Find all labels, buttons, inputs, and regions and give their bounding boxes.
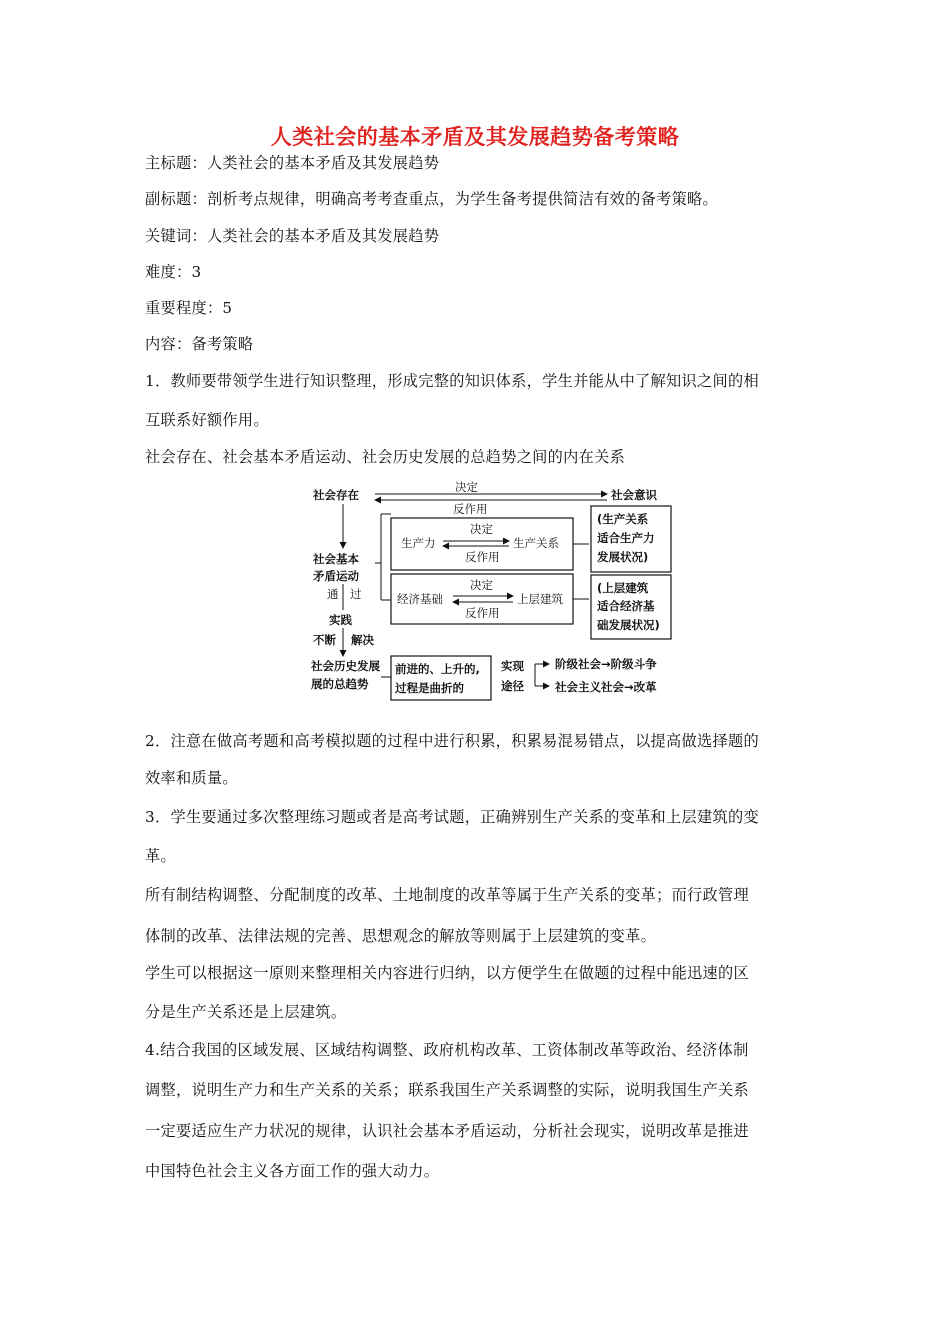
label-react-top: 反作用 xyxy=(453,502,488,516)
paragraph-3-line-6: 分是生产关系还是上层建筑。 xyxy=(145,1003,347,1021)
paragraph-4-line-3: 一定要适应生产力状况的规律，认识社会基本矛盾运动，分析社会现实，说明改革是推进 xyxy=(145,1122,750,1140)
label-decide-pf: 决定 xyxy=(470,522,493,536)
note-2-line-2: 适合经济基 xyxy=(597,599,655,613)
node-productive-forces: 生产力 xyxy=(401,536,436,550)
meta-keywords: 关键词：人类社会的基本矛盾及其发展趋势 xyxy=(145,227,440,245)
meta-importance: 重要程度：5 xyxy=(145,299,233,317)
label-realize: 实现 xyxy=(501,659,524,673)
label-decide-top: 决定 xyxy=(455,480,478,494)
meta-subtitle: 副标题：剖析考点规律，明确高考考查重点，为学生备考提供简洁有效的备考策略。 xyxy=(145,190,719,208)
node-economic-base: 经济基础 xyxy=(397,592,443,606)
relationship-diagram xyxy=(305,478,685,703)
paragraph-3-line-2: 革。 xyxy=(145,847,176,865)
note-1-line-3: 发展状况) xyxy=(597,550,649,564)
paragraph-4-line-2: 调整，说明生产力和生产关系的关系；联系我国生产关系调整的实际，说明我国生产关系 xyxy=(145,1081,750,1099)
node-social-consciousness: 社会意识 xyxy=(611,488,657,502)
paragraph-3-line-1: 3．学生要通过多次整理练习题或者是高考试题，正确辨别生产关系的变革和上层建筑的变 xyxy=(145,808,759,826)
note-1-line-1: (生产关系 xyxy=(597,512,649,526)
document-title: 人类社会的基本矛盾及其发展趋势备考策略 xyxy=(270,125,680,149)
label-react-pf: 反作用 xyxy=(465,550,500,564)
paragraph-1-line-2: 互联系好额作用。 xyxy=(145,411,269,429)
paragraph-1-line-1: 1．教师要带领学生进行知识整理，形成完整的知识体系，学生并能从中了解知识之间的相 xyxy=(145,372,759,390)
paragraph-3-line-5: 学生可以根据这一原则来整理相关内容进行归纳，以方便学生在做题的过程中能迅速的区 xyxy=(145,964,750,982)
node-social-existence: 社会存在 xyxy=(313,488,359,502)
meta-difficulty: 难度：3 xyxy=(145,263,202,281)
paragraph-4-line-1: 4.结合我国的区域发展、区域结构调整、政府机构改革、工资体制改革等政治、经济体制 xyxy=(145,1041,749,1059)
note-2-line-1: (上层建筑 xyxy=(597,581,649,595)
note-2-line-3: 础发展状况) xyxy=(597,618,660,632)
paragraph-2-line-1: 2．注意在做高考题和高考模拟题的过程中进行积累，积累易混易错点，以提高做选择题的 xyxy=(145,732,759,750)
label-resolve: 解决 xyxy=(351,633,374,647)
node-socialist-society: 社会主义社会→改革 xyxy=(555,680,657,694)
label-path: 途径 xyxy=(501,679,524,693)
diagram-caption: 社会存在、社会基本矛盾运动、社会历史发展的总趋势之间的内在关系 xyxy=(145,448,626,466)
node-basic-contradiction-1: 社会基本 xyxy=(313,552,359,566)
label-practice: 实践 xyxy=(329,613,352,627)
paragraph-3-line-4: 体制的改革、法律法规的完善、思想观念的解放等则属于上层建筑的变革。 xyxy=(145,927,657,945)
label-through: 通 过 xyxy=(327,587,362,601)
node-relations-of-production: 生产关系 xyxy=(513,536,559,550)
paragraph-3-line-3: 所有制结构调整、分配制度的改革、土地制度的改革等属于生产关系的变革；而行政管理 xyxy=(145,886,750,904)
paragraph-4-line-4: 中国特色社会主义各方面工作的强大动力。 xyxy=(145,1162,440,1180)
trend-box-line-2: 过程是曲折的 xyxy=(395,681,464,695)
meta-content: 内容：备考策略 xyxy=(145,335,254,353)
label-decide-eb: 决定 xyxy=(470,578,493,592)
node-superstructure: 上层建筑 xyxy=(517,592,563,606)
trend-box-line-1: 前进的、上升的, xyxy=(395,662,480,676)
node-trend-1: 社会历史发展 xyxy=(311,659,380,673)
node-trend-2: 展的总趋势 xyxy=(311,677,369,691)
label-constantly: 不断 xyxy=(313,633,336,647)
meta-main-title: 主标题：人类社会的基本矛盾及其发展趋势 xyxy=(145,154,440,172)
node-class-society: 阶级社会→阶级斗争 xyxy=(555,657,657,671)
label-react-eb: 反作用 xyxy=(465,606,500,620)
note-1-line-2: 适合生产力 xyxy=(597,531,655,545)
node-basic-contradiction-2: 矛盾运动 xyxy=(313,569,359,583)
paragraph-2-line-2: 效率和质量。 xyxy=(145,769,238,787)
